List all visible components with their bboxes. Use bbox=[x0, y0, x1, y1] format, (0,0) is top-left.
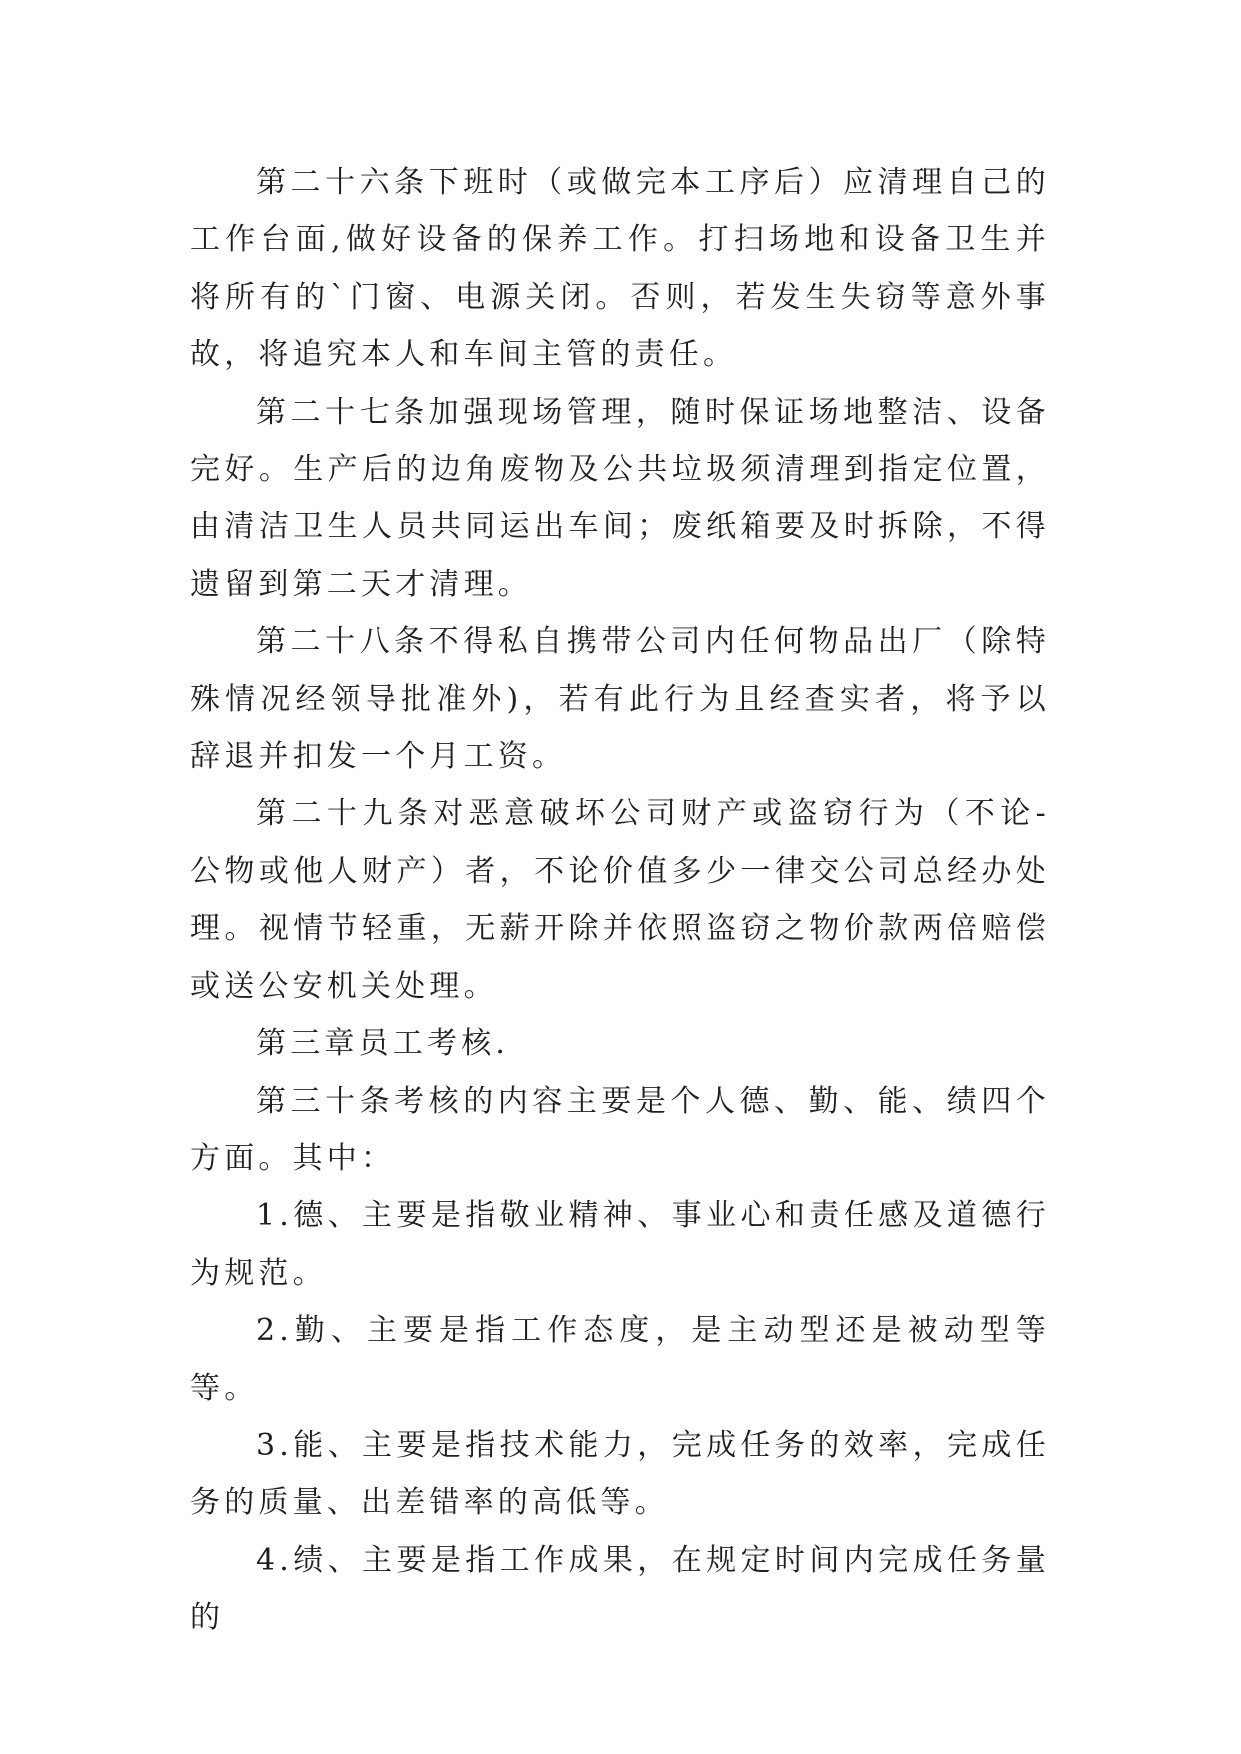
document-body bbox=[190, 154, 1050, 1647]
article-27-paragraph: 第二十七条加强现场管理，随时保证场地整洁、设备完好。生产后的边角废物及公共垃圾须清理到指定位置，由清洁卫生人员共同运出车间；废纸箱要及时拆除，不得遗留到第二天才清理。 bbox=[190, 394, 1050, 602]
chapter-3-heading: 第三章员工考核. bbox=[256, 1026, 510, 1062]
article-28-paragraph: 第二十八条不得私自携带公司内任何物品出厂（除特殊情况经领导批准外)，若有此行为且经查实者，将予以辞退并扣发一个月工资。 bbox=[190, 624, 1050, 775]
list-item-performance: 4.绩、主要是指工作成果，在规定时间内完成任务量的 bbox=[190, 1542, 1050, 1636]
list-item-diligence: 2.勤、主要是指工作态度，是主动型还是被动型等等。 bbox=[190, 1313, 1050, 1406]
list-item-virtue: 1.德、主要是指敬业精神、事业心和责任感及道德行为规范。 bbox=[190, 1198, 1050, 1291]
article-29-paragraph: 第二十九条对恶意破坏公司财产或盗窃行为（不论-公物或他人财产）者，不论价值多少一律交公司总经办处理。视情节轻重，无薪开除并依照盗窃之物价款两倍赔偿或送公安机关处理。 bbox=[190, 796, 1050, 1004]
list-item-ability: 3.能、主要是指技术能力，完成任务的效率，完成任务的质量、出差错率的高低等。 bbox=[190, 1427, 1050, 1521]
article-30-paragraph: 第三十条考核的内容主要是个人德、勤、能、绩四个方面。其中： bbox=[190, 1083, 1050, 1176]
article-26-paragraph: 第二十六条下班时（或做完本工序后）应清理自己的工作台面,做好设备的保养工作。打扫场地和设备卫生并将所有的`门窗、电源关闭。否则，若发生失窃等意外事故，将追究本人和车间主管的责任。 bbox=[190, 165, 1050, 373]
